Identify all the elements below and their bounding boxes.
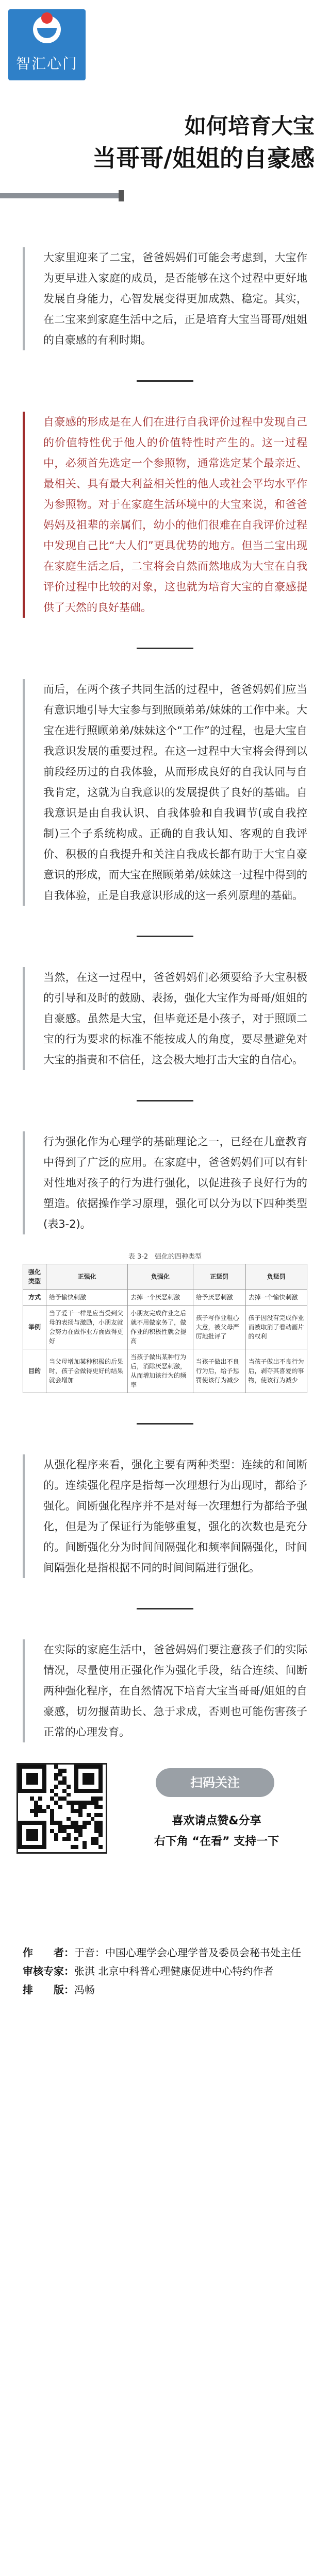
- qr-module: [38, 1797, 42, 1801]
- qr-module: [74, 1821, 78, 1825]
- table-cell: 当孩子做出不良行为后，剥夺其喜爱的事物，使该行为减少: [245, 1349, 307, 1393]
- qr-module: [62, 1837, 67, 1841]
- qr-module: [67, 1837, 71, 1841]
- qr-module: [98, 1829, 103, 1833]
- qr-module: [71, 1805, 75, 1809]
- qr-code-image[interactable]: [16, 1763, 107, 1854]
- table-row-head: 方式: [23, 1290, 46, 1306]
- qr-module: [54, 1837, 58, 1841]
- qr-module: [94, 1797, 98, 1801]
- table-cell: 当孩子做出某种行为后，消除厌恶刺激，从而增加该行为的频率: [128, 1349, 193, 1393]
- qr-module: [82, 1805, 87, 1809]
- qr-module: [71, 1801, 75, 1805]
- qr-module: [50, 1829, 54, 1833]
- qr-module: [62, 1797, 67, 1801]
- qr-finder-pattern: [26, 1773, 38, 1785]
- decorative-bar: [0, 193, 124, 198]
- table-row: [23, 1349, 307, 1393]
- qr-module: [78, 1809, 82, 1813]
- qr-module: [50, 1809, 54, 1813]
- credit-author-label: 作 者：: [23, 1946, 74, 1959]
- qr-module: [74, 1801, 78, 1805]
- section-3: [0, 679, 330, 906]
- qr-module: [82, 1841, 87, 1845]
- table-cell: 孩子因没有完成作业而被取消了看动画片的权利: [245, 1306, 307, 1349]
- qr-module: [67, 1817, 71, 1821]
- qr-module: [62, 1825, 67, 1829]
- table-header-cell: 负强化: [128, 1264, 193, 1290]
- table-caption: 表 3-2 强化的四种类型: [128, 1253, 202, 1261]
- like-share-text: 喜欢请点赞&分享: [172, 1815, 261, 1827]
- credit-reviewer: [23, 1962, 307, 1980]
- credit-editor-label: 排 版：: [23, 1984, 74, 1996]
- qr-module: [78, 1813, 82, 1817]
- section-6: [0, 1454, 330, 1578]
- table-cell: 去掉一个愉快刺激: [245, 1290, 307, 1306]
- qr-module: [42, 1809, 46, 1813]
- qr-module: [50, 1789, 54, 1793]
- qr-module: [98, 1805, 103, 1809]
- qr-module: [98, 1797, 103, 1801]
- logo-mark-icon: [33, 15, 61, 43]
- qr-module: [71, 1809, 75, 1813]
- qr-module: [98, 1833, 103, 1837]
- qr-module: [34, 1805, 38, 1809]
- qr-module: [71, 1825, 75, 1829]
- qr-module: [91, 1797, 95, 1801]
- qr-module: [98, 1825, 103, 1829]
- qr-module: [78, 1833, 82, 1837]
- qr-module: [58, 1781, 62, 1785]
- qr-module: [54, 1833, 58, 1837]
- qr-module: [94, 1801, 98, 1805]
- credit-editor: [23, 1980, 307, 1999]
- qr-module: [46, 1805, 51, 1809]
- qr-module: [58, 1773, 62, 1777]
- qr-module: [58, 1805, 62, 1809]
- qr-module: [34, 1809, 38, 1813]
- qr-module: [74, 1809, 78, 1813]
- qr-module: [71, 1821, 75, 1825]
- logo-text: 智汇心门: [15, 55, 78, 72]
- credit-reviewer-label: 审核专家：: [23, 1965, 74, 1977]
- qr-module: [62, 1776, 67, 1781]
- qr-module: [98, 1813, 103, 1817]
- qr-module: [38, 1805, 42, 1809]
- qr-finder-pattern: [26, 1829, 38, 1841]
- qr-module: [58, 1769, 62, 1773]
- table-cell: 当父母增加某种积极的后果时，孩子会做得更好的结果就会增加: [46, 1349, 128, 1393]
- table-cell: 小朋友完成作业之后就不用做家务了，做作业的积极性就会提高: [128, 1306, 193, 1349]
- paragraph-caring-process: 而后，在两个孩子共同生活的过程中，爸爸妈妈们应当有意识地引导大宝参与到照顾弟弟/妹妹的工作中来。大宝在进行照顾弟弟/妹妹这个“工作”的过程，也是大宝自我意识发展的重要过程。在这一过程中大宝将会得到以前段经历过的自我体验，从而形成良好的自我认同与自我肯定，这就为自我意识的发展提供了良好的基础。自我意识是由自我认识、自我体验和自我调节(或自我控制)三个子系统构成。正确的自我认知、客观的自我评价、积极的自我提升和关注自我成长都有助于大宝自豪意识的形成，而大宝在照顾弟弟/妹妹这一过程中得到的自我体验，正是自我意识形成的这一系列原理的基础。: [23, 679, 307, 906]
- qr-module: [82, 1825, 87, 1829]
- qr-module: [87, 1821, 91, 1825]
- qr-module: [62, 1769, 67, 1773]
- qr-module: [78, 1805, 82, 1809]
- qr-module: [54, 1801, 58, 1805]
- title-line-2: 当哥哥/姐姐的自豪感: [92, 144, 315, 172]
- qr-module: [91, 1817, 95, 1821]
- qr-module: [58, 1821, 62, 1825]
- table-row: [23, 1290, 307, 1306]
- paragraph-schedules: 从强化程序来看，强化主要有两种类型：连续的和间断的。连续强化程序是指每一次理想行为出现时，都给予强化。间断强化程序并不是对每一次理想行为都给予强化，但是为了保证行为能够重复，强化的次数也是充分的。间断强化分为时间间隔强化和频率间隔强化，时间间隔强化是指根据不同的时间间隔进行强化。: [23, 1454, 307, 1578]
- qr-module: [50, 1813, 54, 1817]
- qr-module: [82, 1821, 87, 1825]
- qr-module: [94, 1825, 98, 1829]
- qr-module: [34, 1801, 38, 1805]
- qr-module: [67, 1825, 71, 1829]
- table-cell: 给予愉快刺激: [46, 1290, 128, 1306]
- qr-module: [58, 1825, 62, 1829]
- article-header: [0, 0, 330, 216]
- qr-module: [54, 1793, 58, 1797]
- table-cell: 当了爱干一样是应当受到父母的表扬与激励，小朋友就会努力在做作业方面做得更好: [46, 1306, 128, 1349]
- qr-module: [74, 1845, 78, 1849]
- qr-finder-pattern: [82, 1773, 94, 1785]
- table-cell: 去掉一个厌恶刺激: [128, 1290, 193, 1306]
- qr-module: [54, 1765, 58, 1769]
- scan-follow-badge: 扫码关注: [156, 1768, 274, 1797]
- qr-module: [67, 1801, 71, 1805]
- qr-module: [58, 1829, 62, 1833]
- table-header-cell: 正惩罚: [193, 1264, 245, 1290]
- qr-module: [98, 1821, 103, 1825]
- qr-module: [78, 1829, 82, 1833]
- qr-module: [50, 1797, 54, 1801]
- qr-module: [67, 1833, 71, 1837]
- section-7: [0, 1639, 330, 1742]
- qr-module: [50, 1817, 54, 1821]
- qr-module: [87, 1801, 91, 1805]
- credits: [0, 1933, 330, 1999]
- qr-module: [91, 1837, 95, 1841]
- table-cell: 给予厌恶刺激: [193, 1290, 245, 1306]
- qr-module: [74, 1825, 78, 1829]
- paragraph-guidance: 当然，在这一过程中，爸爸妈妈们必须要给予大宝积极的引导和及时的鼓励、表扬，强化大宝作为哥哥/姐姐的自豪感。虽然是大宝，但毕竟还是小孩子，对于照顾二宝的行为要求的标准不能按成人的角度，要尽量避免对大宝的指责和不信任，这会极大地打击大宝的自信心。: [23, 967, 307, 1070]
- article-title: [92, 111, 315, 175]
- qr-module: [54, 1785, 58, 1789]
- qr-module: [62, 1781, 67, 1785]
- qr-module: [74, 1837, 78, 1841]
- reinforcement-table-figure: [23, 1251, 307, 1393]
- table-header-cell: 负惩罚: [245, 1264, 307, 1290]
- qr-module: [30, 1797, 34, 1801]
- section-1: [0, 247, 330, 350]
- credit-reviewer-value: 张淇 北京中科普心理健康促进中心特约作者: [74, 1965, 274, 1977]
- qr-module: [91, 1841, 95, 1845]
- table-row-head: 目的: [23, 1349, 46, 1393]
- title-line-1: 如何培育大宝: [184, 113, 315, 139]
- paragraph-conclusion: 在实际的家庭生活中，爸爸妈妈们要注意孩子们的实际情况，尽量使用正强化作为强化手段，结合连续、间断两种强化程序，在自然情况下培育大宝当哥哥/姐姐的自豪感，切勿揠苗助长、急于求成，否则也可能伤害孩子正常的心理发育。: [23, 1639, 307, 1742]
- qr-module: [98, 1845, 103, 1849]
- follow-area: [0, 1748, 330, 1933]
- qr-module: [38, 1809, 42, 1813]
- qr-module: [58, 1797, 62, 1801]
- qr-module: [94, 1821, 98, 1825]
- qr-module: [87, 1813, 91, 1817]
- qr-module: [94, 1841, 98, 1845]
- watch-support-text: 右下角 “在看” 支持一下: [154, 1835, 279, 1848]
- qr-module: [94, 1837, 98, 1841]
- paragraph-intro: 大家里迎来了二宝，爸爸妈妈们可能会考虑到，大宝作为更早进入家庭的成员，是否能够在这个过程中更好地发展自身能力，心智发展变得更加成熟、稳定。其实，在二宝来到家庭生活中之后，正是培育大宝当哥哥/姐姐的自豪感的有利时期。: [23, 247, 307, 350]
- section-4: [0, 967, 330, 1070]
- qr-module: [67, 1793, 71, 1797]
- credit-editor-value: 冯畅: [74, 1984, 95, 1996]
- paragraph-reinforcement: 行为强化作为心理学的基础理论之一，已经在儿童教育中得到了广泛的应用。在家庭中，爸爸妈妈们可以有针对性地对孩子的行为进行强化，以促进孩子良好行为的塑造。依据操作学习原理，强化可以分为以下四种类型(表3-2)。: [23, 1131, 307, 1234]
- table-header-cell: 强化类型: [23, 1264, 46, 1290]
- qr-module: [94, 1805, 98, 1809]
- table-row: [23, 1306, 307, 1349]
- qr-module: [82, 1801, 87, 1805]
- qr-module: [50, 1821, 54, 1825]
- table-header-row: [23, 1264, 307, 1290]
- qr-module: [62, 1789, 67, 1793]
- credit-author: [23, 1943, 307, 1962]
- reinforcement-table: [23, 1264, 307, 1393]
- table-header-cell: 正强化: [46, 1264, 128, 1290]
- table-cell: 孩子写作业粗心大意，被父母严厉地批评了: [193, 1306, 245, 1349]
- qr-module: [34, 1813, 38, 1817]
- qr-module: [54, 1821, 58, 1825]
- qr-module: [62, 1829, 67, 1833]
- qr-module: [30, 1809, 34, 1813]
- brand-logo: [8, 9, 86, 80]
- qr-module: [74, 1829, 78, 1833]
- qr-module: [94, 1829, 98, 1833]
- section-2: [0, 412, 330, 618]
- qr-module: [78, 1825, 82, 1829]
- qr-module: [91, 1801, 95, 1805]
- credit-author-value: 于音：中国心理学会心理学普及委员会秘书处主任: [74, 1946, 301, 1959]
- qr-module: [54, 1773, 58, 1777]
- qr-module: [71, 1845, 75, 1849]
- qr-module: [67, 1785, 71, 1789]
- qr-module: [78, 1801, 82, 1805]
- qr-module: [54, 1776, 58, 1781]
- table-row-head: 举例: [23, 1306, 46, 1349]
- section-5: [0, 1131, 330, 1234]
- table-cell: 当孩子做出不良行为后，给予惩罚使该行为减少: [193, 1349, 245, 1393]
- paragraph-pride-formation: 自豪感的形成是在人们在进行自我评价过程中发现自己的价值特性优于他人的价值特性时产生的。这一过程中，必须首先选定一个参照物，通常选定某个最亲近、最相关、具有最大利益相关性的他人或社会平均水平作为参照物。对于在家庭生活环境中的大宝来说，和爸爸妈妈及祖辈的亲属们，幼小的他们很难在自我评价过程中发现自己比“大人们”更具优势的地方。但当二宝出现在家庭生活之后，二宝将会自然而然地成为大宝在自我评价过程中比较的对象，这也就为培育大宝的自豪感提供了天然的良好基础。: [23, 412, 307, 618]
- qr-module: [82, 1845, 87, 1849]
- qr-module: [94, 1813, 98, 1817]
